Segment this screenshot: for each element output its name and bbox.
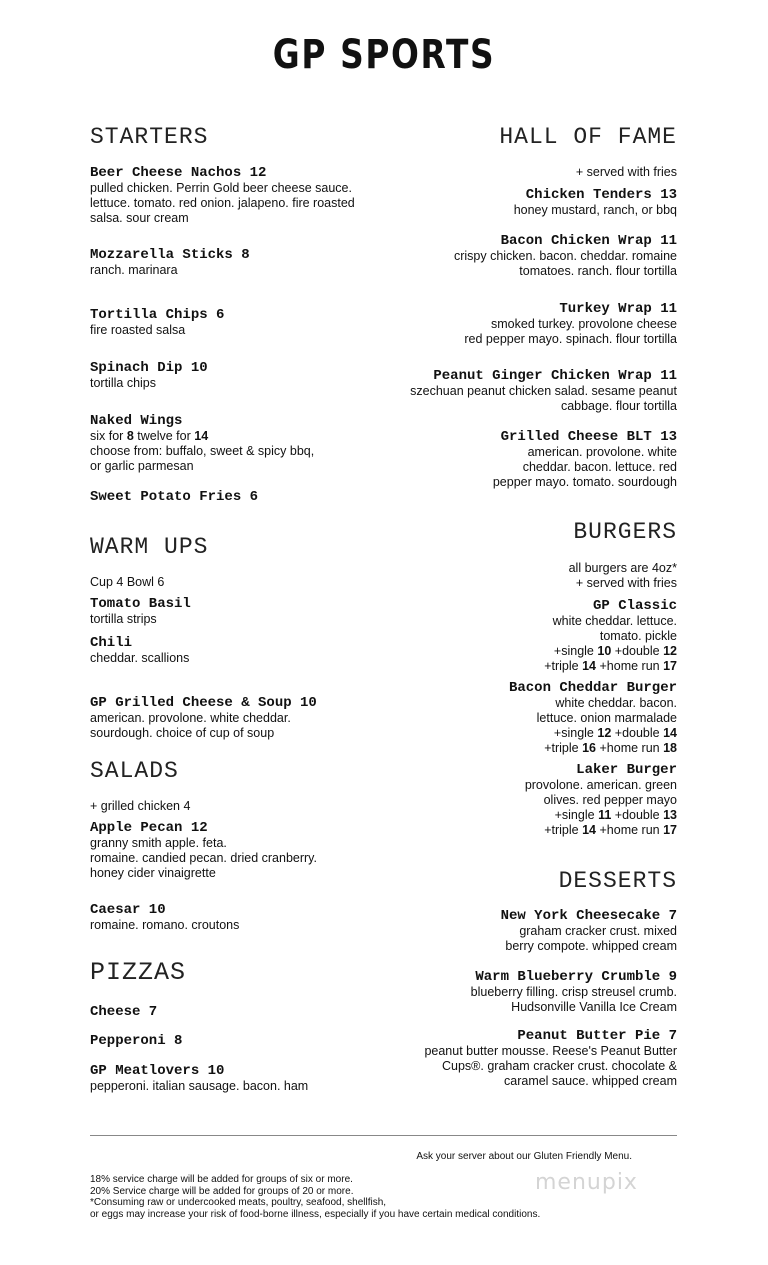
menu-item <box>90 1033 390 1049</box>
item-desc: peanut butter mousse. Reese's Peanut Butter <box>424 1044 677 1058</box>
burgers-note: + served with fries <box>575 576 677 590</box>
menu-item <box>347 233 677 279</box>
item-name: GP Meatlovers 10 <box>90 1063 225 1079</box>
item-desc: romaine. romano. croutons <box>90 918 240 932</box>
item-desc: red pepper mayo. spinach. flour tortilla <box>464 332 677 346</box>
warmups-heading: WARM UPS <box>90 534 209 560</box>
item-name: Laker Burger <box>576 762 677 778</box>
item-prices: +triple 16 +home run 18 <box>544 741 677 755</box>
item-name: GP Classic <box>592 598 677 614</box>
item-desc: lettuce. onion marmalade <box>536 711 677 725</box>
item-desc: or garlic parmesan <box>90 459 194 473</box>
item-prices: +triple 14 +home run 17 <box>544 659 677 673</box>
menu-item <box>347 187 677 218</box>
footer-notes <box>90 1174 650 1220</box>
item-desc: tomatoes. ranch. flour tortilla <box>519 264 677 278</box>
item-desc: smoked turkey. provolone cheese <box>491 317 677 331</box>
item-desc: tortilla chips <box>90 376 156 390</box>
item-desc: olives. red pepper mayo <box>543 793 677 807</box>
item-desc: provolone. american. green <box>524 778 677 792</box>
item-name: Spinach Dip 10 <box>90 360 208 376</box>
item-desc: szechuan peanut chicken salad. sesame peanut <box>410 384 677 398</box>
item-prices: +triple 14 +home run 17 <box>544 823 677 837</box>
burgers-note: all burgers are 4oz* <box>568 561 677 575</box>
pizzas-heading: PIZZAS <box>90 958 187 987</box>
item-name: Chili <box>90 635 133 651</box>
page-title: GP SPORTS <box>272 32 496 78</box>
item-name: Peanut Ginger Chicken Wrap 11 <box>433 368 677 384</box>
salads-heading: SALADS <box>90 758 179 784</box>
hof-heading: HALL OF FAME <box>499 124 677 150</box>
item-desc: honey mustard, ranch, or bbq <box>513 203 677 217</box>
item-desc: honey cider vinaigrette <box>90 866 216 880</box>
watermark: menupix <box>535 1170 638 1195</box>
item-desc: Hudsonville Vanilla Ice Cream <box>511 1000 677 1014</box>
menu-item <box>347 368 677 414</box>
footer-line: 18% service charge will be added for groups of six or more. <box>90 1174 353 1185</box>
menu-item <box>90 489 390 505</box>
menu-item <box>90 1004 390 1020</box>
item-prices: +single 12 +double 14 <box>553 726 677 740</box>
item-desc: sourdough. choice of cup of soup <box>90 726 275 740</box>
item-name: Chicken Tenders 13 <box>525 187 677 203</box>
menu-item <box>347 1028 677 1089</box>
salads-note: + grilled chicken 4 <box>90 799 191 813</box>
item-name: Sweet Potato Fries 6 <box>90 489 259 505</box>
item-desc: white cheddar. bacon. <box>555 696 677 710</box>
item-desc: crispy chicken. bacon. cheddar. romaine <box>453 249 677 263</box>
item-name: Beer Cheese Nachos 12 <box>90 165 267 181</box>
footer-divider <box>90 1135 677 1136</box>
item-name: Naked Wings <box>90 413 183 429</box>
item-desc: blueberry filling. crisp streusel crumb. <box>470 985 677 999</box>
item-prices: +single 11 +double 13 <box>554 808 677 822</box>
footer-line: *Consuming raw or undercooked meats, poultry, seafood, shellfish, <box>90 1197 387 1208</box>
menu-item <box>90 360 390 391</box>
item-desc: pulled chicken. Perrin Gold beer cheese sauce. <box>90 181 352 195</box>
warmups-note: Cup 4 Bowl 6 <box>90 575 165 589</box>
item-desc: pepper mayo. tomato. sourdough <box>492 475 677 489</box>
gluten-note: Ask your server about our Gluten Friendly Menu. <box>416 1151 632 1162</box>
item-name: Bacon Cheddar Burger <box>508 680 677 696</box>
item-desc: tortilla strips <box>90 612 157 626</box>
item-desc: lettuce. tomato. red onion. jalapeno. fire roasted <box>90 196 355 210</box>
menu-item <box>347 762 677 838</box>
menu-item <box>90 820 390 881</box>
item-name: Cheese 7 <box>90 1004 158 1020</box>
item-name: Apple Pecan 12 <box>90 820 208 836</box>
menu-item <box>347 429 677 490</box>
footer-line: 20% Service charge will be added for groups of 20 or more. <box>90 1185 354 1197</box>
menu-item <box>347 969 677 1015</box>
item-name: Tortilla Chips 6 <box>90 307 225 323</box>
item-prices: +single 10 +double 12 <box>553 644 677 658</box>
item-name: Tomato Basil <box>90 596 191 612</box>
menu-item <box>347 598 677 674</box>
item-name: Turkey Wrap 11 <box>559 301 677 317</box>
item-desc: six for 8 twelve for 14 <box>90 429 209 443</box>
item-desc: cabbage. flour tortilla <box>560 399 677 413</box>
item-desc: american. provolone. white <box>527 445 677 459</box>
menu-item <box>347 908 677 954</box>
menu-item <box>90 1063 390 1094</box>
starters-heading: STARTERS <box>90 124 209 150</box>
item-desc: salsa. sour cream <box>90 211 189 225</box>
item-desc: white cheddar. lettuce. <box>552 614 677 628</box>
item-name: Mozzarella Sticks 8 <box>90 247 250 263</box>
menu-item <box>90 165 390 226</box>
desserts-heading: DESSERTS <box>558 868 677 894</box>
item-desc: pepperoni. italian sausage. bacon. ham <box>90 1079 309 1093</box>
item-desc: granny smith apple. feta. <box>90 836 227 850</box>
item-desc: cheddar. scallions <box>90 651 190 665</box>
hof-note: + served with fries <box>575 165 677 179</box>
item-desc: Cups®. graham cracker crust. chocolate & <box>442 1059 677 1073</box>
menu-item <box>90 307 390 338</box>
item-desc: tomato. pickle <box>599 629 677 643</box>
item-name: Grilled Cheese BLT 13 <box>500 429 677 445</box>
item-name: Pepperoni 8 <box>90 1033 183 1049</box>
item-desc: fire roasted salsa <box>90 323 186 337</box>
menu-item <box>90 413 390 474</box>
item-name: Peanut Butter Pie 7 <box>517 1028 677 1044</box>
item-name: Caesar 10 <box>90 902 166 918</box>
menu-item <box>347 301 677 347</box>
menu-item <box>90 902 390 933</box>
item-name: Bacon Chicken Wrap 11 <box>500 233 677 249</box>
menu-item <box>90 596 390 627</box>
item-desc: ranch. marinara <box>90 263 178 277</box>
footer-line: or eggs may increase your risk of food-borne illness, especially if you have certain medical conditions. <box>90 1208 541 1220</box>
menu-item <box>347 680 677 756</box>
burgers-heading: BURGERS <box>573 519 677 545</box>
item-desc: american. provolone. white cheddar. <box>90 711 291 725</box>
item-name: GP Grilled Cheese & Soup 10 <box>90 695 317 711</box>
item-name: Warm Blueberry Crumble 9 <box>475 969 677 985</box>
item-desc: graham cracker crust. mixed <box>519 924 677 938</box>
item-desc: choose from: buffalo, sweet & spicy bbq, <box>90 444 315 458</box>
item-name: New York Cheesecake 7 <box>500 908 677 924</box>
item-desc: berry compote. whipped cream <box>505 939 677 953</box>
menu-item <box>90 247 390 278</box>
item-desc: cheddar. bacon. lettuce. red <box>522 460 677 474</box>
item-desc: caramel sauce. whipped cream <box>504 1074 677 1088</box>
menu-item <box>90 635 390 666</box>
item-desc: romaine. candied pecan. dried cranberry. <box>90 851 317 865</box>
